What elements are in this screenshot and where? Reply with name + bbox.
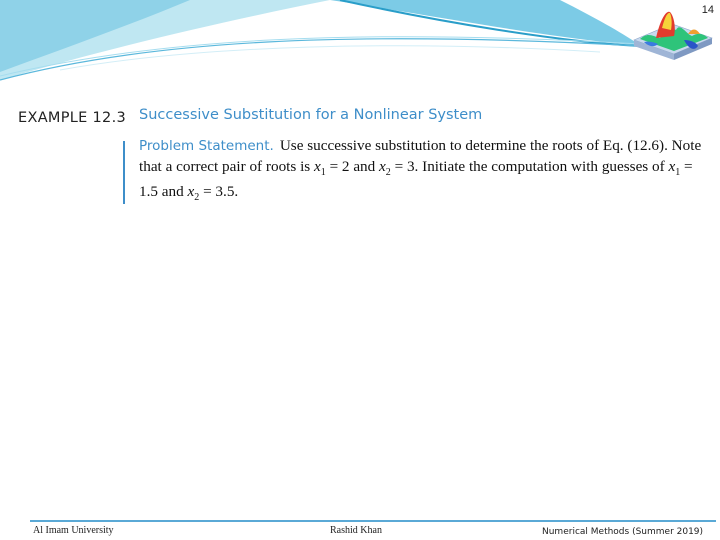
header-banner — [0, 0, 720, 90]
sub-x2-b: 2 — [194, 192, 200, 204]
example-side-rule — [123, 141, 125, 204]
example-title: Successive Substitution for a Nonlinear System — [139, 107, 483, 123]
problem-statement-label: Problem Statement. — [139, 138, 274, 154]
problem-statement — [139, 136, 705, 208]
example-header — [18, 107, 483, 126]
page-number: 14 — [701, 4, 714, 16]
var-x1-a: x — [314, 157, 321, 175]
example-label: EXAMPLE 12.3 — [18, 110, 127, 126]
footer-course: Numerical Methods (Summer 2019) — [542, 527, 704, 537]
statement-text-3: = 3. Initiate the computation with guesses of — [390, 157, 669, 175]
var-x2-a: x — [379, 157, 386, 175]
footer-divider — [30, 520, 716, 522]
footer-author: Rashid Khan — [330, 525, 382, 536]
sub-x2-a: 2 — [385, 166, 391, 178]
statement-text-1: Use successive substitution to determine the roots of Eq. (12.6). Note that a correct pair of roots is — [139, 137, 702, 175]
sub-x1-a: 1 — [320, 166, 326, 178]
sub-x1-b: 1 — [675, 166, 681, 178]
statement-text-2: = 2 and — [325, 157, 380, 175]
footer-institution: Al Imam University — [33, 525, 114, 536]
var-x1-b: x — [668, 157, 676, 175]
statement-text-5: = 3.5. — [199, 183, 239, 201]
var-x2-b: x — [187, 183, 195, 201]
statement-text-4: = 1.5 and — [139, 157, 693, 201]
